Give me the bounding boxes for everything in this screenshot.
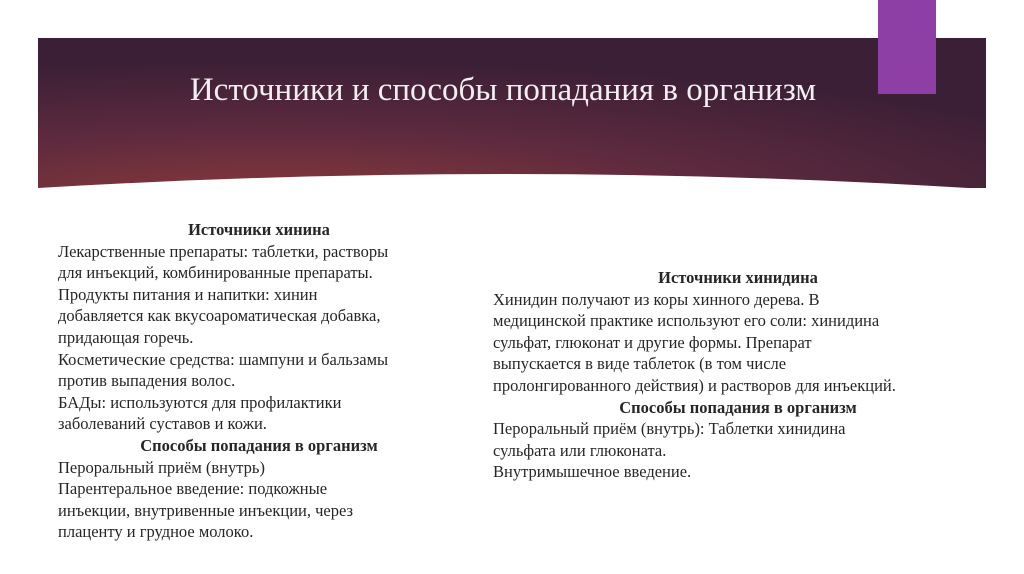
title-banner bbox=[38, 38, 986, 188]
quinine-source-line: Косметические средства: шампуни и бальзамы bbox=[58, 349, 389, 369]
quinine-source-line: заболеваний суставов и кожи. bbox=[58, 414, 267, 434]
quinine-source-line: против выпадения волос. bbox=[58, 371, 236, 391]
quinine-source-line: Лекарственные препараты: таблетки, растворы bbox=[58, 241, 389, 261]
slide-title: Источники и способы попадания в организм bbox=[189, 72, 817, 108]
quinine-source-line: для инъекций, комбинированные препараты. bbox=[58, 263, 373, 283]
banner-background bbox=[38, 38, 986, 188]
quinine-column bbox=[58, 219, 460, 543]
quinine-route-line: Парентеральное введение: подкожные bbox=[58, 479, 328, 499]
quinidine-source-line: выпускается в виде таблеток (в том числе bbox=[493, 354, 787, 374]
quinidine-route-line: сульфата или глюконата. bbox=[493, 440, 667, 460]
quinine-routes-heading: Способы попадания в организм bbox=[140, 435, 378, 455]
quinidine-routes-heading: Способы попадания в организм bbox=[619, 397, 857, 417]
quinine-source-line: придающая горечь. bbox=[58, 327, 194, 347]
quinidine-source-line: медицинской практике используют его соли: хинидина bbox=[493, 311, 880, 331]
quinine-route-line: инъекции, внутривенные инъекции, через bbox=[58, 500, 354, 520]
quinidine-route-line: Внутримышечное введение. bbox=[493, 462, 692, 482]
quinidine-source-line: сульфат, глюконат и другие формы. Препарат bbox=[493, 332, 812, 352]
quinidine-source-line: Хинидин получают из коры хинного дерева. В bbox=[493, 289, 820, 309]
quinidine-column bbox=[493, 267, 983, 483]
quinine-source-line: Продукты питания и напитки: хинин bbox=[58, 284, 318, 304]
quinidine-sources-heading: Источники хинидина bbox=[658, 268, 818, 287]
quinine-route-line: плаценту и грудное молоко. bbox=[58, 522, 254, 542]
quinine-route-line: Пероральный приём (внутрь) bbox=[58, 457, 265, 477]
quinine-source-line: БАДы: используются для профилактики bbox=[58, 392, 342, 412]
quinine-source-line: добавляется как вкусоароматическая добавка, bbox=[58, 306, 381, 326]
quinidine-source-line: пролонгированного действия) и растворов для инъекций. bbox=[493, 375, 896, 395]
quinidine-route-line: Пероральный приём (внутрь): Таблетки хинидина bbox=[493, 419, 846, 439]
corner-accent-tab bbox=[878, 0, 936, 94]
quinine-sources-heading: Источники хинина bbox=[188, 220, 330, 239]
